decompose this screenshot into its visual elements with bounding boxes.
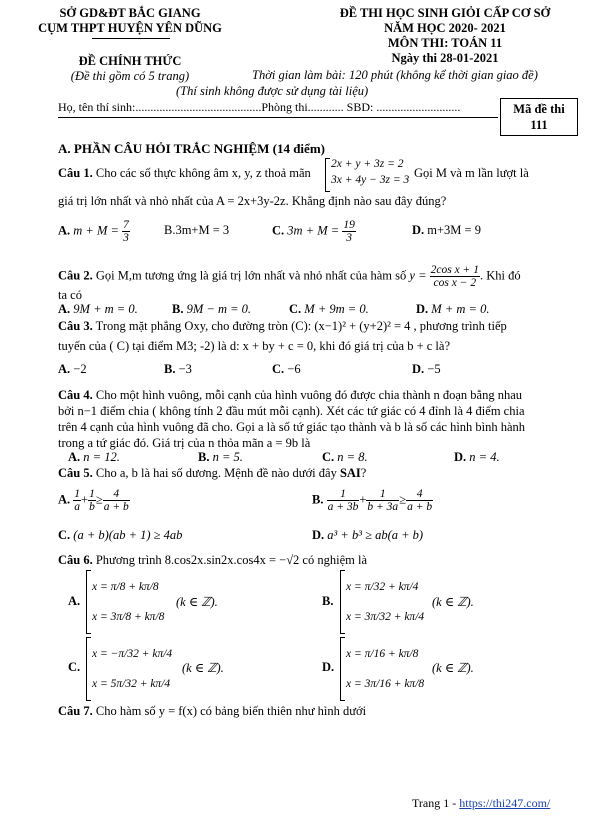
q4-line1 bbox=[58, 388, 522, 403]
q5-option-d[interactable] bbox=[312, 528, 423, 543]
frac-num: 1 bbox=[89, 488, 95, 500]
frac-num: 4 bbox=[406, 488, 433, 501]
q1-line1 bbox=[58, 166, 311, 181]
q4-a-label: A. bbox=[68, 450, 81, 464]
time-note: Thời gian làm bài: 120 phút (không kể thời gian giao đề) bbox=[252, 68, 538, 82]
q2-d-label: D. bbox=[416, 302, 429, 316]
q7-label: Câu 7. bbox=[58, 704, 93, 718]
q4-d-text: n = 4. bbox=[469, 450, 500, 464]
q5-option-c[interactable] bbox=[58, 528, 182, 543]
q3-text: Trong mặt phẳng Oxy, cho đường tròn (C): (x−1)² + (y+2)² = 4 , phương trình tiếp bbox=[95, 319, 507, 333]
q3-b-label: B. bbox=[164, 362, 176, 376]
q6-b-system bbox=[346, 572, 424, 632]
q6-d-label[interactable]: D. bbox=[322, 660, 335, 674]
frac-den: a + 3b bbox=[327, 501, 359, 513]
q6-line1 bbox=[58, 553, 367, 568]
no-docs-note: (Thí sinh không được sử dụng tài liệu) bbox=[176, 84, 369, 98]
q3-option-a[interactable] bbox=[58, 362, 87, 377]
frac bbox=[88, 488, 96, 513]
q2-a-label: A. bbox=[58, 302, 71, 316]
q3-c-label: C. bbox=[272, 362, 285, 376]
q2-line1 bbox=[58, 264, 521, 289]
q4-d-label: D. bbox=[454, 450, 467, 464]
frac-den: 3 bbox=[123, 232, 129, 244]
q6-d-brace bbox=[340, 637, 345, 701]
exam-title: ĐỀ THI HỌC SINH GIỎI CẤP CƠ SỞ bbox=[339, 6, 551, 20]
q3-d-text: −5 bbox=[427, 362, 441, 376]
q2-d-text: M + m = 0. bbox=[431, 302, 490, 316]
exam-date: Ngày thi 28-01-2021 bbox=[391, 51, 499, 65]
section-a-title: A. PHẦN CÂU HỎI TRẮC NGHIỆM (14 điểm) bbox=[58, 141, 325, 156]
q6-b-brace bbox=[340, 570, 345, 634]
q6-a-set: (k ∈ ℤ). bbox=[176, 595, 218, 609]
q6-b-set: (k ∈ ℤ). bbox=[432, 595, 474, 609]
exam-code-box bbox=[500, 98, 578, 136]
q6-a-brace bbox=[86, 570, 91, 634]
q6-c-label[interactable]: C. bbox=[68, 660, 81, 674]
q2-option-c[interactable] bbox=[289, 302, 369, 317]
q6-a-system bbox=[92, 572, 164, 632]
frac bbox=[327, 488, 360, 513]
q6-d-root1: x = π/16 + kπ/8 bbox=[346, 648, 419, 660]
q1-option-c[interactable] bbox=[272, 219, 356, 244]
q6-c-root2: x = 5π/32 + kπ/4 bbox=[92, 678, 171, 690]
q2-line2: ta có bbox=[58, 288, 82, 302]
q1-system-brace bbox=[325, 158, 330, 192]
q2-func-frac bbox=[430, 264, 480, 289]
frac-den: b bbox=[89, 501, 95, 513]
frac bbox=[73, 488, 81, 513]
q2-func-lhs: y = bbox=[409, 268, 427, 283]
q4-option-b[interactable] bbox=[198, 450, 243, 465]
frac-num: 1 bbox=[74, 488, 81, 500]
q1-a-expr: m + M = bbox=[73, 223, 119, 238]
frac-num: 2cos x + 1 bbox=[430, 264, 479, 276]
q4-c-label: C. bbox=[322, 450, 335, 464]
dept-name: SỞ GD&ĐT BẮC GIANG bbox=[59, 6, 201, 20]
frac-num: 1 bbox=[366, 488, 399, 501]
q4-line3: trên 4 cạnh của hình vuông đã cho. Gọi a là số tứ giác tạo thành và b là số các hình bình hành bbox=[58, 420, 526, 434]
exam-code-label: Mã đề thi bbox=[513, 102, 565, 116]
q5-label: Câu 5. bbox=[58, 466, 93, 480]
frac-den: a + b bbox=[407, 501, 433, 513]
q5-c-label: C. bbox=[58, 528, 71, 542]
frac-den: cos x − 2 bbox=[433, 277, 477, 289]
q6-b-root2: x = 3π/32 + kπ/4 bbox=[346, 611, 425, 623]
q5-text2: ? bbox=[360, 466, 367, 480]
frac bbox=[103, 488, 130, 513]
q2-text2: . Khi đó bbox=[479, 268, 521, 283]
q3-option-c[interactable] bbox=[272, 362, 301, 377]
q6-c-root1: x = −π/32 + kπ/4 bbox=[92, 648, 173, 660]
cluster-name: CỤM THPT HUYỆN YÊN DŨNG bbox=[38, 21, 222, 35]
q5-c-text: (a + b)(ab + 1) ≥ 4ab bbox=[73, 528, 183, 542]
q2-c-label: C. bbox=[289, 302, 302, 316]
q7-text: Cho hàm số y = f(x) có bảng biến thiên như hình dưới bbox=[95, 704, 367, 718]
q2-label: Câu 2. bbox=[58, 268, 93, 283]
q3-line1 bbox=[58, 319, 507, 334]
q6-c-brace bbox=[86, 637, 91, 701]
q2-option-a[interactable] bbox=[58, 302, 138, 317]
q2-c-text: M + 9m = 0. bbox=[304, 302, 369, 316]
q7-line1 bbox=[58, 704, 366, 719]
q1-d-label: D. bbox=[412, 223, 425, 237]
q1-eq1: 2x + y + 3z = 2 bbox=[331, 158, 404, 170]
frac-num: 1 bbox=[327, 488, 360, 501]
q6-d-set: (k ∈ ℤ). bbox=[432, 661, 474, 675]
exam-code-value: 111 bbox=[530, 118, 548, 132]
frac bbox=[406, 488, 433, 513]
q3-d-label: D. bbox=[412, 362, 425, 376]
q6-text: Phương trình 8.cos2x.sin2x.cos4x = −√2 có nghiệm là bbox=[95, 553, 367, 567]
q1-line2: giá trị lớn nhất và nhỏ nhất của A = 2x+3y-2z. Khẳng định nào sau đây đúng? bbox=[58, 194, 447, 208]
q4-c-text: n = 8. bbox=[337, 450, 368, 464]
q5-line1 bbox=[58, 466, 366, 481]
q1-label: Câu 1. bbox=[58, 166, 93, 180]
q6-a-root2: x = 3π/8 + kπ/8 bbox=[92, 611, 165, 623]
q3-option-d[interactable] bbox=[412, 362, 441, 377]
q4-option-a[interactable] bbox=[68, 450, 120, 465]
q2-b-text: 9M − m = 0. bbox=[186, 302, 252, 316]
q4-a-text: n = 12. bbox=[83, 450, 120, 464]
q1-a-frac bbox=[122, 219, 130, 244]
q1-c-expr: 3m + M = bbox=[287, 223, 340, 238]
q6-d-system bbox=[346, 639, 424, 699]
q4-option-c[interactable] bbox=[322, 450, 368, 465]
q5-bold-word: SAI bbox=[339, 466, 361, 480]
page-footer bbox=[412, 796, 550, 811]
q5-d-label: D. bbox=[312, 528, 325, 542]
header-rule-left bbox=[92, 38, 170, 39]
official-label: ĐỀ CHÍNH THỨC bbox=[78, 54, 182, 68]
frac-den: 3 bbox=[346, 232, 352, 244]
q5-a-label: A. bbox=[58, 492, 71, 507]
q4-line4: trong a tứ giác đó. Giá trị của n thỏa mãn a = 9b là bbox=[58, 436, 311, 450]
q6-a-root1: x = π/8 + kπ/8 bbox=[92, 581, 159, 593]
q4-label: Câu 4. bbox=[58, 388, 93, 402]
q5-text: Cho a, b là hai số dương. Mệnh đề nào dưới đây bbox=[95, 466, 337, 480]
q5-option-b[interactable]: B. $\frac{1}{a + 3b}$ + $\frac{1}{b + 3a}$ ≥ $\frac{4}{a + b}$ bbox=[312, 488, 433, 513]
q3-a-label: A. bbox=[58, 362, 71, 376]
q2-b-label: B. bbox=[172, 302, 184, 316]
q2-a-text: 9M + m = 0. bbox=[73, 302, 138, 316]
q6-b-root1: x = π/32 + kπ/4 bbox=[346, 581, 419, 593]
q5-d-text: a³ + b³ ≥ ab(a + b) bbox=[327, 528, 424, 542]
q1-system bbox=[331, 156, 409, 188]
frac-num: 4 bbox=[103, 488, 130, 501]
q6-c-set: (k ∈ ℤ). bbox=[182, 661, 224, 675]
q6-c-system bbox=[92, 639, 172, 699]
subject: MÔN THI: TOÁN 11 bbox=[387, 36, 503, 50]
q4-text: Cho một hình vuông, mỗi cạnh của hình vuông đó được chia thành n đoạn bằng nhau bbox=[95, 388, 523, 402]
q2-text: Gọi M,m tương ứng là giá trị lớn nhất và nhỏ nhất của hàm số bbox=[95, 268, 407, 283]
q6-b-label[interactable]: B. bbox=[322, 594, 334, 608]
q3-a-text: −2 bbox=[73, 362, 87, 376]
q1-option-b[interactable]: B.3m+M = 3 bbox=[164, 223, 230, 237]
q3-b-text: −3 bbox=[178, 362, 192, 376]
q5-b-label: B. bbox=[312, 492, 324, 507]
q3-line2: tuyến của ( C) tại điểm M3; -2) là d: x + by + c = 0, khi đó giá trị của b + c là? bbox=[58, 339, 450, 353]
header-rule-bottom bbox=[58, 117, 498, 118]
q1-text2: Gọi M và m lần lượt là bbox=[414, 166, 529, 180]
q5-option-a[interactable]: A. $\frac{1}{a}$ + $\frac{1}{b}$ ≥ $\frac{4}{a + b}$ bbox=[58, 488, 129, 513]
frac bbox=[366, 488, 399, 513]
q4-option-d[interactable] bbox=[454, 450, 500, 465]
q1-a-label: A. bbox=[58, 223, 71, 238]
frac-num: 7 bbox=[123, 219, 129, 231]
frac-den: a bbox=[74, 501, 81, 513]
q1-c-label: C. bbox=[272, 223, 285, 238]
q3-label: Câu 3. bbox=[58, 319, 93, 333]
q2-option-b[interactable] bbox=[172, 302, 251, 317]
q3-c-text: −6 bbox=[287, 362, 301, 376]
footer-link[interactable]: https://thi247.com/ bbox=[459, 796, 551, 810]
frac-den: a + b bbox=[103, 501, 129, 513]
pages-note: (Đề thi gồm có 5 trang) bbox=[70, 69, 190, 83]
q6-a-label[interactable]: A. bbox=[68, 594, 81, 608]
q6-label: Câu 6. bbox=[58, 553, 93, 567]
q1-d-text: m+3M = 9 bbox=[427, 223, 481, 237]
page-number: Trang 1 - bbox=[412, 796, 460, 810]
q1-option-a[interactable] bbox=[58, 219, 130, 244]
frac-den: b + 3a bbox=[367, 501, 399, 513]
frac-num: 19 bbox=[343, 219, 355, 231]
q1-option-d[interactable] bbox=[412, 223, 481, 238]
q2-option-d[interactable] bbox=[416, 302, 489, 317]
q1-c-frac bbox=[342, 219, 356, 244]
q4-line2: bởi n−1 điểm chia ( không tính 2 đầu mút mỗi cạnh). Xét các tứ giác có 4 đỉnh là 4 điểm chia bbox=[58, 404, 525, 418]
candidate-line: Họ, tên thí sinh:..........................................Phòng thi............ SBD: ............................ bbox=[58, 100, 461, 114]
q1-eq2: 3x + 4y − 3z = 3 bbox=[331, 174, 410, 186]
school-year: NĂM HỌC 2020- 2021 bbox=[384, 21, 506, 35]
q3-option-b[interactable] bbox=[164, 362, 192, 377]
q6-d-root2: x = 3π/16 + kπ/8 bbox=[346, 678, 425, 690]
q4-b-label: B. bbox=[198, 450, 210, 464]
q4-b-text: n = 5. bbox=[212, 450, 243, 464]
q1-text: Cho các số thực không âm x, y, z thoả mãn bbox=[95, 166, 311, 180]
